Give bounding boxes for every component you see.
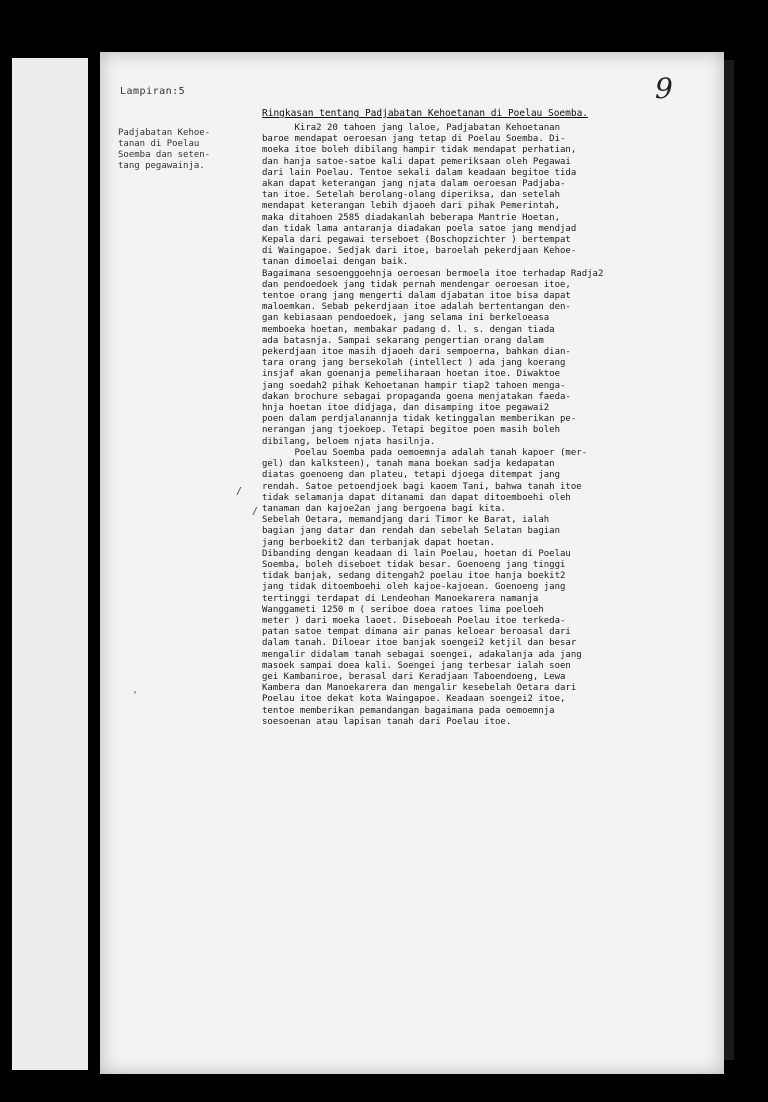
paragraph-1: Kira2 20 tahoen jang laloe, Padjabatan Kehoetanan baroe mendapat oeroesan jang tetap di Poelau Soemba. Di- moeka itoe boleh dibilang hampir tidak mendapat perhatian, dan hanja satoe-satoe kali dapat pemeriksaan oleh Pegawai dari lain Poelau. Tentoe sekali dalam keadaan begitoe tida akan dapat keterangan jang njata dalam oeroesan Padjaba- tan itoe. Setelah berolang-olang diperiksa, dan setelah mendapat keterangan lebih djaoeh dari pihak Pemerintah, maka ditahoen 2585 diadakanlah beberapa Mantrie Hoetan, dan tidak lama antaranja diadakan poela satoe jang mendjad Kepala dari pegawai terseboet (Boschopzichter ) bertempat di Waingapoe. Sedjak dari itoe, baroelah pekerdjaan Kehoe- tanan dimoelai dengan baik.	[262, 123, 577, 268]
margin-mark: '	[132, 690, 139, 701]
attachment-label: Lampiran:5	[120, 86, 186, 97]
document-body	[262, 123, 710, 728]
page-edge	[724, 60, 734, 1060]
document-title: Ringkasan tentang Padjabatan Kehoetanan di Poelau Soemba.	[262, 108, 589, 119]
margin-mark: /	[236, 486, 243, 497]
left-page-strip	[12, 58, 88, 1070]
paragraph-3: Poelau Soemba pada oemoemnja adalah tanah kapoer (mer- gel) dan kalksteen), tanah mana boekan sadja kedapatan diatas goenoeng dan plateu, tetapi djoega ditempat jang rendah. Satoe petoendjoek bagi kaoem Tani, bahwa tanah itoe tidak selamanja dapat ditanami dan dapat ditoemboehi oleh tanaman dan kajoe2an jang bergoena bagi kita. Sebelah Oetara, memandjang dari Timor ke Barat, ialah bagian jang datar dan rendah dan sebelah Selatan bagian jang berboekit2 dan terbanjak dapat hoetan. Dibanding dengan keadaan di lain Poelau, hoetan di Poelau Soemba, boleh diseboet tidak besar. Goenoeng jang tinggi tidak banjak, sedang ditengah2 poelau itoe hanja boekit2 jang tidak ditoemboehi oleh kajoe-kajoean. Goenoeng jang tertinggi terdapat di Lendeohan Manoekarera namanja Wanggameti 1250 m ( seriboe doea ratoes lima poeloeh meter ) dari moeka laoet. Diseboeah Poelau itoe terkeda- patan satoe tempat dimana air panas keloear beroasal dari dalam tanah. Diloear itoe banjak soengei2 ketjil dan besar mengalir didalam tanah sebagai soengei, adakalanja ada jang masoek sampai doea kali. Soengei jang terbesar ialah soen gei Kambaniroe, berasal dari Keradjaan Taboendoeng, Lewa Kambera dan Manoekarera dan mengalir kesebelah Oetara dari Poelau itoe dekat kota Waingapoe. Keadaan soengei2 itoe, tentoe memberikan pemandangan bagaimana pada oemoemnja soesoenan atau lapisan tanah dari Poelau itoe.	[262, 447, 588, 727]
margin-note: Padjabatan Kehoe- tanan di Poelau Soemba dan seten- tang pegawainja.	[118, 128, 211, 171]
page-number: 9	[655, 72, 673, 105]
margin-mark: /	[252, 506, 259, 517]
paragraph-2: Bagaimana sesoenggoehnja oeroesan bermoela itoe terhadap Radja2 dan pendoedoek jang tidak pernah mendengar oeroesan itoe, tentoe orang jang mengerti dalam djabatan itoe bisa dapat maloemkan. Sebab pekerdjaan itoe adalah bertentangan den- gan kebiasaan pendoedoek, jang selama ini berkeloeasa memboeka hoetan, membakar padang d. l. s. dengan tiada ada batasnja. Sampai sekarang pengertian orang dalam pekerdjaan itoe masih djaoeh dari sempoerna, bahkan dian- tara orang jang bersekolah (intellect ) ada jang koerang insjaf akan goenanja pemeliharaan hoetan itoe. Diwaktoe jang soedah2 pihak Kehoetanan hampir tiap2 tahoen menga- dakan brochure sebagai propaganda goena menjatakan faeda- hnja hoetan itoe didjaga, dan disamping itoe pegawai2 poen dalam perdjalanannja tidak ketinggalan memberikan pe- nerangan jang tjoekoep. Tetapi begitoe poen masih boleh dibilang, beloem njata hasilnja.	[262, 268, 604, 447]
